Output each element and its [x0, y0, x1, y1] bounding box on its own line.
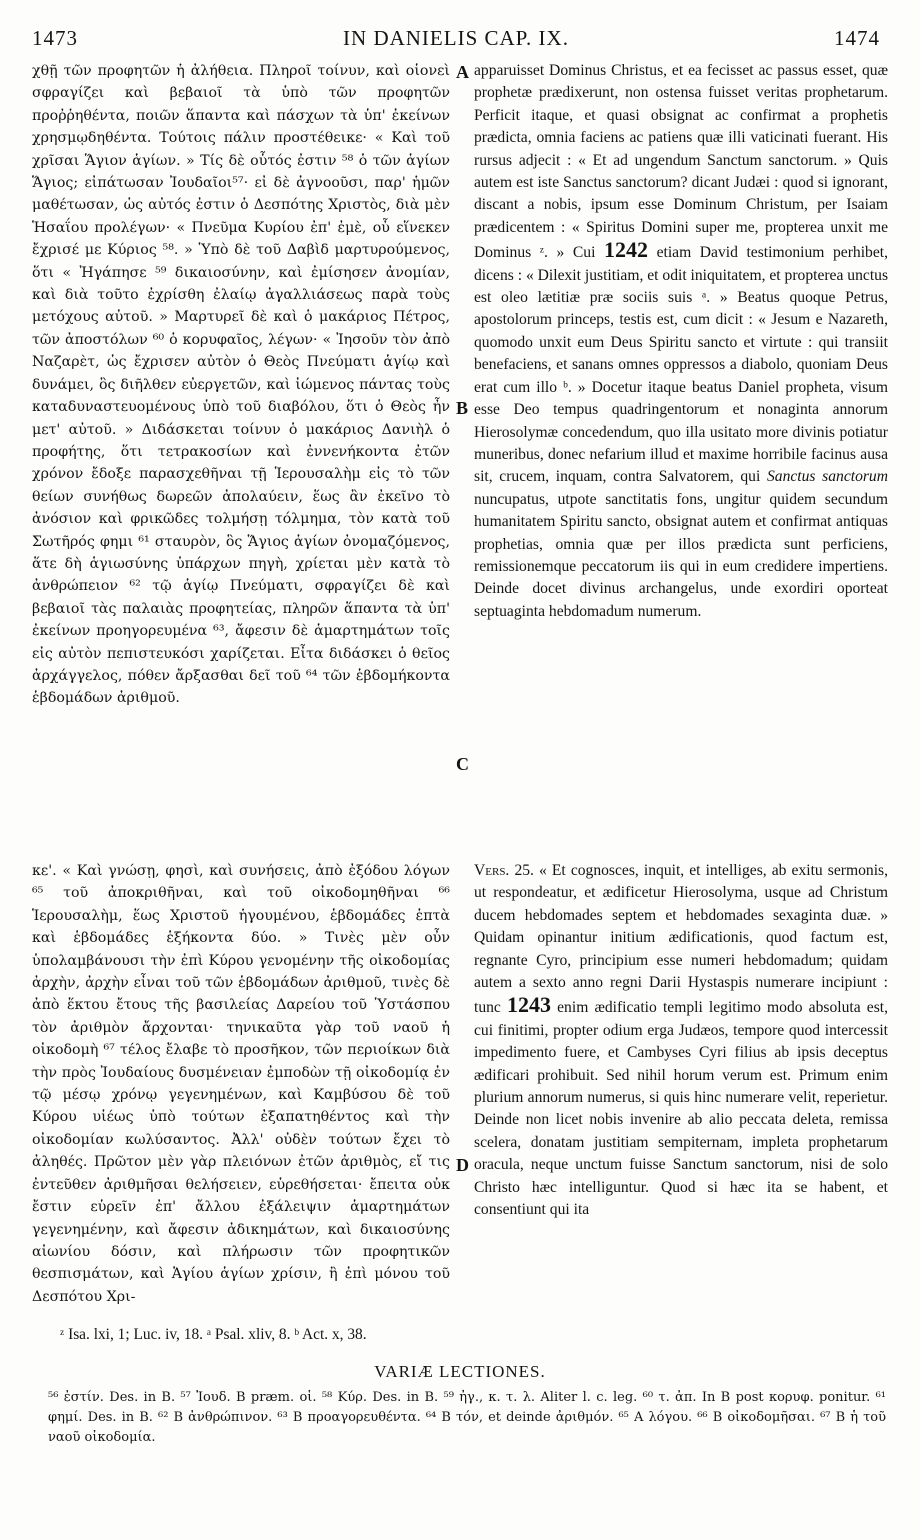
latin-text-upper-part-3: nuncupatus, utpote sanctitatis fons, ungitur quidem secundum humanitatem Spiritu sancto, obsignat autem et confirmat antiquas prophetias, omnia quæ per illos prædicta sunt perficiens, remissionemque peccatorum iis qui in eum credidere impertiens. Deinde docet divinus archangelus, unde exordiri oporteat septuaginta hebdomadum numerum. — [474, 490, 888, 620]
page-number-left: 1473 — [32, 26, 78, 50]
latin-column-upper — [474, 60, 888, 850]
latin-text-upper — [474, 60, 888, 623]
latin-text-upper-part-1: apparuisset Dominus Christus, et ea fecisset ac passus esset, quæ prophetæ prædixerunt, non ostensa fuisset veritas prophetarum. Perficit itaque, et quasi obsignat ac confirmat a prophetis prædicta, omnia faciens ac patiens quæ illi vaticinati fuerant. His rursus adjecit : « Et ad ungendum Sanctum sanctorum. » Quis autem est iste Sanctus sanctorum? dicant Judæi : quod si ignorant, discant a nobis, ipsum esse Dominum Christum, per Isaiam prædicentem : « Spiritus Domini super me, propterea unxit me Dominus ᶻ. » Cui — [474, 62, 888, 262]
latin-text-lower — [474, 860, 888, 1222]
column-number-1243: 1243 — [507, 992, 551, 1018]
verse-label: Vers. — [474, 862, 510, 879]
variae-lectiones-text: ⁵⁶ ἐστίν. Des. in B. ⁵⁷ Ἰουδ. B præm. οἱ. ⁵⁸ Κύρ. Des. in B. ⁵⁹ ἠγ., κ. τ. λ. Aliter l. c. leg. ⁶⁰ τ. ἀπ. In B post κορυφ. ponitur. ⁶¹ φημί. Des. in B. ⁶² B ἀνθρώπινον. ⁶³ B προαγορευθέντα. ⁶⁴ B τόν, et deinde ἀριθμόν. ⁶⁵ A λόγου. ⁶⁶ B οἰκοδομῆσαι. ⁶⁷ B ἡ τοῦ ναοῦ οἰκοδομία. — [48, 1390, 886, 1445]
margin-letter-c: C — [456, 754, 469, 774]
variae-lectiones-title: VARIÆ LECTIONES. — [374, 1362, 546, 1381]
column-number-1242: 1242 — [603, 237, 648, 263]
greek-text-upper: χθῇ τῶν προφητῶν ἡ ἀλήθεια. Πληροῖ τοίνυν, καὶ οἱονεὶ σφραγίζει καὶ βεβαιοῖ τὰ ὑπὸ τῶν προφητῶν προῤῥηθέντα, ποιῶν ἅπαντα καὶ πάσχων τὰ ὑπ' ἐκείνων χρησμῳδηθέντα. Τούτοις πάλιν προστέθεικε· « Καὶ τοῦ χρῖσαι Ἅγιον ἁγίων. » Τίς δὲ οὗτός ἐστιν ⁵⁸ ὁ τῶν ἁγίων Ἅγιος; εἰπάτωσαν Ἰουδαῖοι⁵⁷· εἰ δὲ ἀγνοοῦσι, παρ' ἡμῶν μαθέτωσαν, ὡς αὐτός ἐστιν ὁ Δεσπότης Χριστὸς, διὰ μὲν Ἡσαΐου προλέγων· « Πνεῦμα Κυρίου ἐπ' ἐμὲ, οὗ εἵνεκεν ἔχρισέ με Κύριος ⁵⁸. » Ὑπὸ δὲ τοῦ Δαβὶδ μαρτυρούμενος, ὅτι « Ἠγάπησε ⁵⁹ δικαιοσύνην, καὶ ἐμίσησεν ἀνομίαν, καὶ διὰ τοῦτο ἐχρίσθη ἐλαίῳ ἀγαλλιάσεως παρὰ τοὺς μετόχους αὐτοῦ. » Μαρτυρεῖ δὲ καὶ ὁ μακάριος Πέτρος, τῶν ἀποστόλων ⁶⁰ ὁ κορυφαῖος, λέγων· « Ἰησοῦν τὸν ἀπὸ Ναζαρὲτ, ὡς ἔχρισεν αὐτὸν ὁ Θεὸς Πνεύματι ἁγίῳ καὶ δυνάμει, ὃς διῆλθεν εὐεργετῶν, καὶ ἰώμενος πάντας τοὺς καταδυναστευομένους ὑπὸ τοῦ διαβόλου, ὅτι ὁ Θεὸς ἦν μετ' αὐτοῦ. » Διδάσκεται τοίνυν ὁ μακάριος Δανιὴλ ὁ προφήτης, ὅτι τετρακοσίων καὶ ἐννενήκοντα ἐτῶν χρόνον ἔδοξε παρασχεθῆναι τῇ Ἱερουσαλὴμ εἰς τὸ τῶν θείων συνήθως δωρεῶν ἀπολαύειν, ἕως ἂν ἐκεῖνο τὸ ἀνόσιον καὶ φρικῶδες τολμήσῃ τόλμημα, τὸν κατὰ τοῦ Σωτῆρός φημι ⁶¹ σταυρὸν, ὃς Ἅγιος ἁγίων ὀνομαζόμενος, ἅτε δὴ ἁγιωσύνης ὑπάρχων πηγὴ, χρίεται μὲν κατὰ τὸ ἀνθρώπειον ⁶² τῷ ἁγίῳ Πνεύματι, σφραγίζει δὲ καὶ βεβαιοῖ τὰς παλαιὰς προφητείας, πληρῶν ἅπαντα τὰ ὑπ' ἐκείνων προηγορευμένα ⁶³, ἄφεσιν δὲ ἁμαρτημάτων τοῖς εἰς αὐτὸν πεπιστευκόσι χαρίζεται. Εἶτα διδάσκει ὁ θεῖος ἀρχάγγελος, πόθεν ἄρξασθαι δεῖ τοῦ ⁶⁴ τῶν ἑβδομήκοντα ἑβδομάδων ἀριθμοῦ. — [32, 63, 450, 707]
latin-text-upper-part-2: etiam David testimonium perhibet, dicens : « Dilexit justitiam, et odit iniquitatem, et propterea unctus est oleo lætitiæ præ sociis suis ᵃ. » Beatus quoque Petrus, apostolorum princeps, testis est, cum dicit : « Jesum e Nazareth, quomodo unxit eum Deus Spiritu sancto et virtute : qui transiit benefaciens, et sanans omnes oppressos a diabolo, quoniam Deus erat cum illo ᵇ. » Docetur itaque beatus Daniel propheta, visum esse Deo tempus quadringentorum et nonaginta annorum Hierosolymæ concedendum, quo illa usitato more divinis potiatur muneribus, donec nefarium illud et maxime horribile facinus ausa sit, crucem, inquam, contra Salvatorem, qui — [474, 244, 888, 486]
margin-letter-d: D — [456, 1155, 469, 1175]
latin-text-lower-part-1: 25. « Et cognosces, inquit, et intelliges, ab exitu sermonis, ut respondeatur, et ædificetur Hierosolyma, usque ad Christum ducem hebdomades septem et hebdomades sexaginta duæ. » Quidam opinantur initium ædificationis, quod factum est, regnante Cyro, principium esse numeri hebdomadum; quidam autem a sexto anno regni Darii Hystaspis numerare incipiunt : tunc — [474, 862, 888, 1017]
margin-letter-a: A — [456, 62, 469, 82]
page-number-right: 1474 — [834, 26, 880, 50]
page-header — [32, 26, 880, 56]
latin-text-lower-part-2: enim ædificatio templi legitimo modo absoluta est, cui finitimi, propter odium erga Judæos, tempore quod intercessit impedimento fuere, et Cambyses Cyri filius ab ipsis deceptus ædificari prohibuit. Sed nihil horum verum est. Primum enim plurium annorum numerus, si quis hinc numerare velit, reperietur. Deinde non licet nobis invenire ab alio peccata deleta, remissa scelera, donatam justitiam sempiternam, impleta prophetarum oracula, neque unctum fuisse Sanctum sanctorum, nisi de solo Christo hæc intelliguntur. Quod si hæc ita se habent, et consentiunt qui ita — [474, 999, 888, 1219]
scripture-footnotes: ᶻ Isa. lxi, 1; Luc. iv, 18. ᵃ Psal. xliv, 8. ᵇ Act. x, 38. — [60, 1326, 367, 1343]
greek-text-lower: κε'. « Καὶ γνώσῃ, φησὶ, καὶ συνήσεις, ἀπὸ ἐξόδου λόγων ⁶⁵ τοῦ ἀποκριθῆναι, καὶ τοῦ οἰκοδομηθῆναι ⁶⁶ Ἱερουσαλὴμ, ἕως Χριστοῦ ἡγουμένου, ἑβδομάδες ἑπτὰ καὶ ἑβδομάδες ἑξήκοντα δύο. » Τινὲς μὲν οὖν ὑπολαμβάνουσι τὴν ἐπὶ Κύρου γενομένην τῆς οἰκοδομίας ἀρχὴν, ἀρχὴν εἶναι τοῦ τῶν ἑβδομάδων ἀριθμοῦ, τινὲς δὲ ἀπὸ ἕκτου ἔτους τῆς βασιλείας Δαρείου τοῦ Ὑστάσπου τὸν ἀριθμὸν ἄρχονται· τηνικαῦτα γὰρ τοῦ ναοῦ ἡ οἰκοδομὴ ⁶⁷ τέλος ἔλαβε τὸ προσῆκον, τῶν περιοίκων διὰ τὴν πρὸς Ἰουδαίους δυσμένειαν ἐμποδὼν τῇ οἰκοδομίᾳ ἐν τῷ μέσῳ χρόνῳ γεγενημένων, καὶ Καμβύσου δὲ τοῦ Κύρου υἱέως ὑπὸ τούτων ἐξαπατηθέντος καὶ τὴν οἰκοδομίαν κωλύσαντος. Ἀλλ' οὐδὲν τούτων ἔχει τὸ ἀληθές. Πρῶτον μὲν γὰρ πλειόνων ἐτῶν ἀριθμὸς, εἴ τις ἐντεῦθεν ἀριθμῆσαι θελήσειεν, εὑρεθήσεται· ἔπειτα οὐκ ἔστιν εὑρεῖν ἐπ' ἄλλου ἐξάλειψιν ἁμαρτημάτων γεγενημένην, καὶ ἄφεσιν ἀδικημάτων, καὶ δικαιοσύνης αἰωνίου δόσιν, καὶ πλήρωσιν τῶν προφητικῶν θεσπισμάτων, καὶ Ἁγίου ἁγίων χρίσιν, ἢ ἐπὶ μόνου τοῦ Δεσπότου Χρι- — [32, 863, 450, 1305]
greek-column-upper — [32, 60, 450, 816]
margin-letter-b: B — [456, 398, 469, 418]
latin-italic-phrase: Sanctus sanctorum — [766, 468, 888, 486]
latin-column-lower — [474, 860, 888, 1310]
running-title: IN DANIELIS CAP. IX. — [343, 26, 569, 50]
greek-column-lower — [32, 860, 450, 1310]
